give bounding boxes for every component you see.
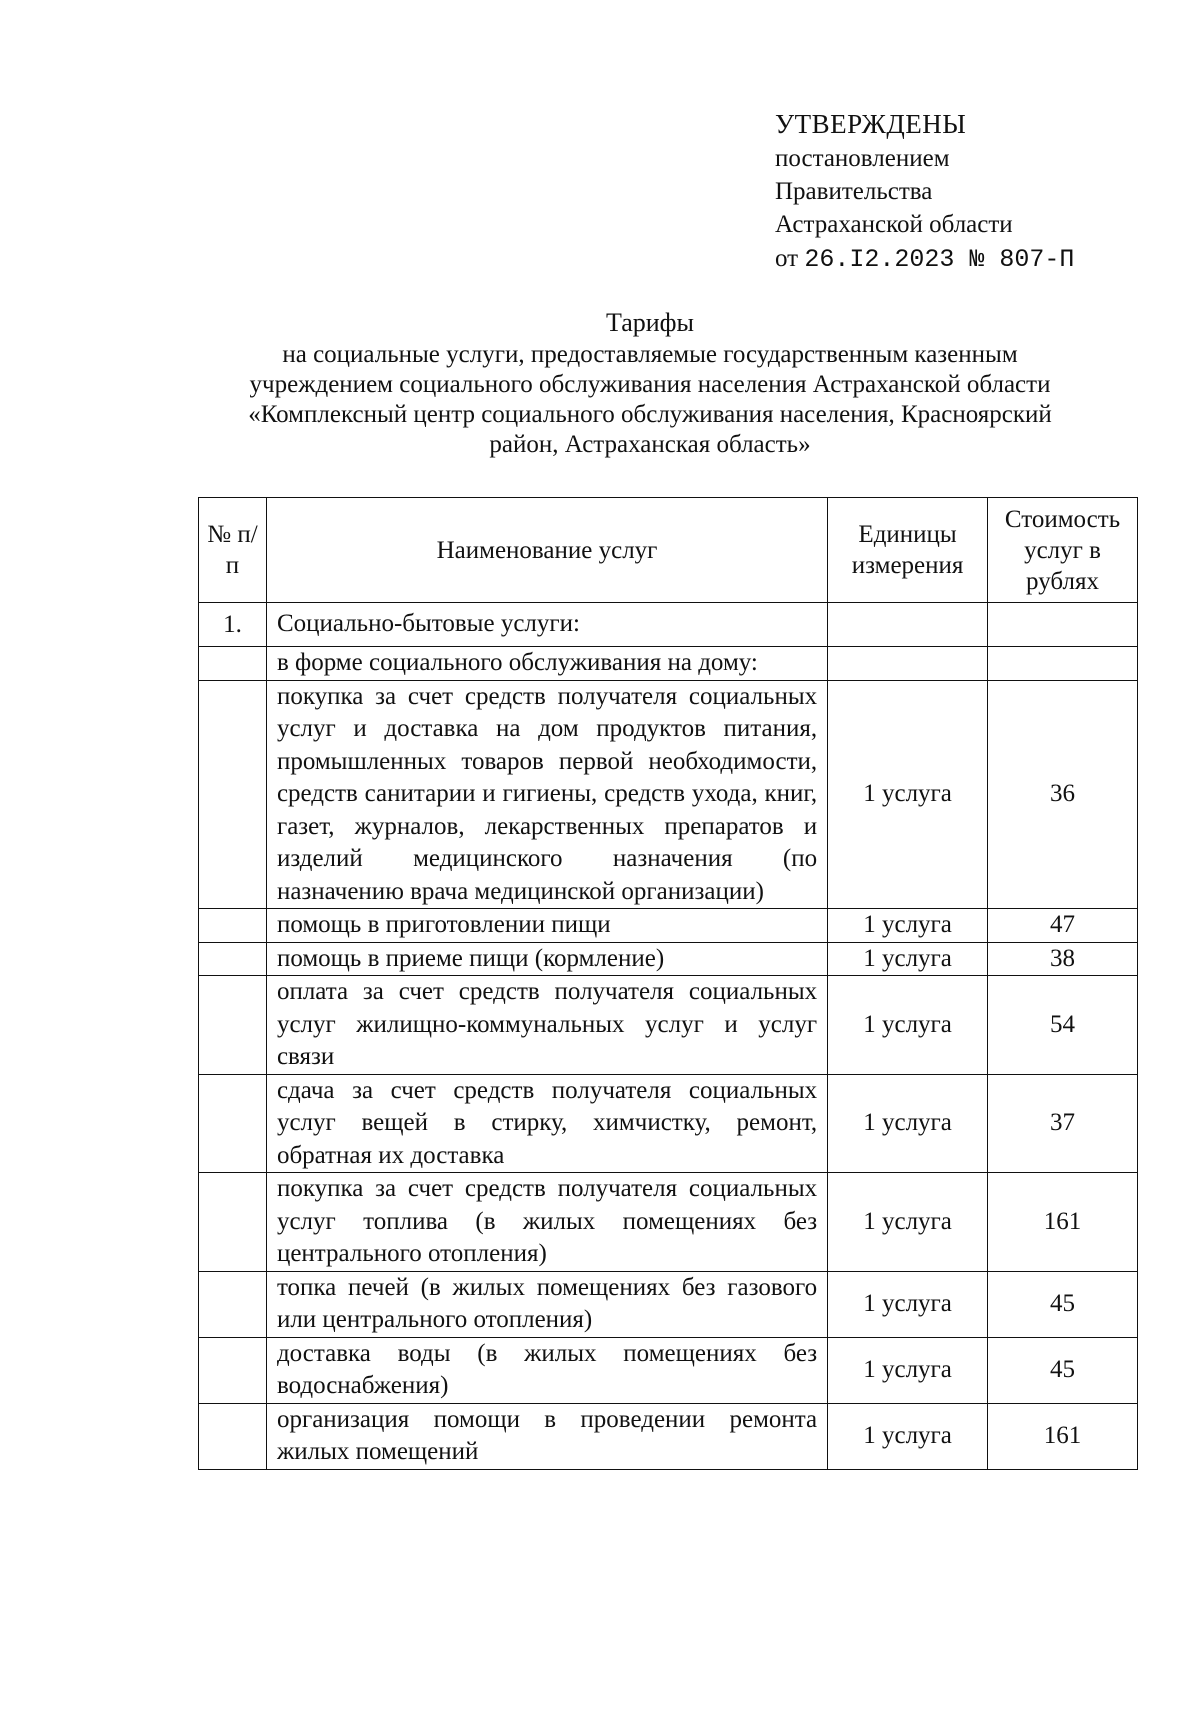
row-name: топка печей (в жилых помещениях без газового или центрального отопления) bbox=[266, 1271, 827, 1337]
row-unit: 1 услуга bbox=[828, 1403, 988, 1469]
document-subtitle-line-1: на социальные услуги, предоставляемые государственным казенным bbox=[282, 341, 1018, 368]
table-row bbox=[199, 1074, 1138, 1173]
document-subtitle-line-4: район, Астраханская область» bbox=[489, 431, 811, 458]
row-unit: 1 услуга bbox=[828, 1337, 988, 1403]
row-unit bbox=[828, 603, 988, 647]
row-name: сдача за счет средств получателя социальных услуг вещей в стирку, химчистку, ремонт, обратная их доставка bbox=[266, 1074, 827, 1173]
row-unit: 1 услуга bbox=[828, 942, 988, 976]
table-row bbox=[199, 647, 1138, 681]
row-unit: 1 услуга bbox=[828, 1271, 988, 1337]
approval-block bbox=[775, 108, 1175, 276]
row-name: помощь в приготовлении пищи bbox=[266, 909, 827, 943]
header-num: № п/п bbox=[199, 498, 267, 603]
table-row bbox=[199, 1173, 1138, 1272]
document-title-block bbox=[190, 308, 1110, 460]
table-row bbox=[199, 1337, 1138, 1403]
row-cost bbox=[988, 647, 1138, 681]
row-name: помощь в приеме пищи (кормление) bbox=[266, 942, 827, 976]
row-num bbox=[199, 909, 267, 943]
row-cost: 36 bbox=[988, 680, 1138, 909]
table-row bbox=[199, 909, 1138, 943]
tariffs-table bbox=[198, 497, 1138, 1470]
header-cost: Стоимость услуг в рублях bbox=[988, 498, 1138, 603]
row-num bbox=[199, 1337, 267, 1403]
row-name: оплата за счет средств получателя социальных услуг жилищно-коммунальных услуг и услуг связи bbox=[266, 976, 827, 1075]
row-name: покупка за счет средств получателя социальных услуг топлива (в жилых помещениях без центрального отопления) bbox=[266, 1173, 827, 1272]
row-unit: 1 услуга bbox=[828, 1173, 988, 1272]
header-name: Наименование услуг bbox=[266, 498, 827, 603]
approval-date-prefix: от bbox=[775, 245, 799, 272]
row-cost: 38 bbox=[988, 942, 1138, 976]
row-num bbox=[199, 1074, 267, 1173]
table-row bbox=[199, 1403, 1138, 1469]
row-name: доставка воды (в жилых помещениях без водоснабжения) bbox=[266, 1337, 827, 1403]
document-subtitle-line-2: учреждением социального обслуживания населения Астраханской области bbox=[249, 371, 1051, 398]
row-num bbox=[199, 976, 267, 1075]
approval-date bbox=[775, 242, 1175, 276]
table-row bbox=[199, 603, 1138, 647]
row-num: 1. bbox=[199, 603, 267, 647]
row-cost: 45 bbox=[988, 1271, 1138, 1337]
row-unit: 1 услуга bbox=[828, 909, 988, 943]
row-cost: 161 bbox=[988, 1173, 1138, 1272]
approval-line-3: Астраханской области bbox=[775, 211, 1013, 238]
row-cost: 37 bbox=[988, 1074, 1138, 1173]
table-header-row bbox=[199, 498, 1138, 603]
row-num bbox=[199, 680, 267, 909]
row-cost: 47 bbox=[988, 909, 1138, 943]
row-cost bbox=[988, 603, 1138, 647]
document-subtitle-line-3: «Комплексный центр социального обслуживания населения, Красноярский bbox=[248, 401, 1052, 428]
table-row bbox=[199, 1271, 1138, 1337]
row-num bbox=[199, 942, 267, 976]
row-name: в форме социального обслуживания на дому: bbox=[266, 647, 827, 681]
row-cost: 54 bbox=[988, 976, 1138, 1075]
table-row bbox=[199, 976, 1138, 1075]
approval-line-1: постановлением bbox=[775, 145, 950, 172]
row-num bbox=[199, 1403, 267, 1469]
row-unit: 1 услуга bbox=[828, 976, 988, 1075]
header-unit: Единицы измерения bbox=[828, 498, 988, 603]
row-name: покупка за счет средств получателя социальных услуг и доставка на дом продуктов питания, промышленных товаров первой необходимости, средств санитарии и гигиены, средств ухода, книг, газет, журналов, лекарственных препаратов и изделий медицинского назначения (по назначению врача медицинской организации) bbox=[266, 680, 827, 909]
row-unit bbox=[828, 647, 988, 681]
row-name: организация помощи в проведении ремонта жилых помещений bbox=[266, 1403, 827, 1469]
approval-title: УТВЕРЖДЕНЫ bbox=[775, 109, 967, 139]
row-num bbox=[199, 1173, 267, 1272]
approval-date-stamp: 26.I2.2023 № 807-П bbox=[804, 245, 1075, 274]
row-name: Социально-бытовые услуги: bbox=[266, 603, 827, 647]
row-unit: 1 услуга bbox=[828, 680, 988, 909]
row-cost: 45 bbox=[988, 1337, 1138, 1403]
row-cost: 161 bbox=[988, 1403, 1138, 1469]
table-row bbox=[199, 942, 1138, 976]
row-num bbox=[199, 1271, 267, 1337]
approval-line-2: Правительства bbox=[775, 178, 933, 205]
row-unit: 1 услуга bbox=[828, 1074, 988, 1173]
document-title: Тарифы bbox=[605, 308, 694, 337]
row-num bbox=[199, 647, 267, 681]
table-row bbox=[199, 680, 1138, 909]
